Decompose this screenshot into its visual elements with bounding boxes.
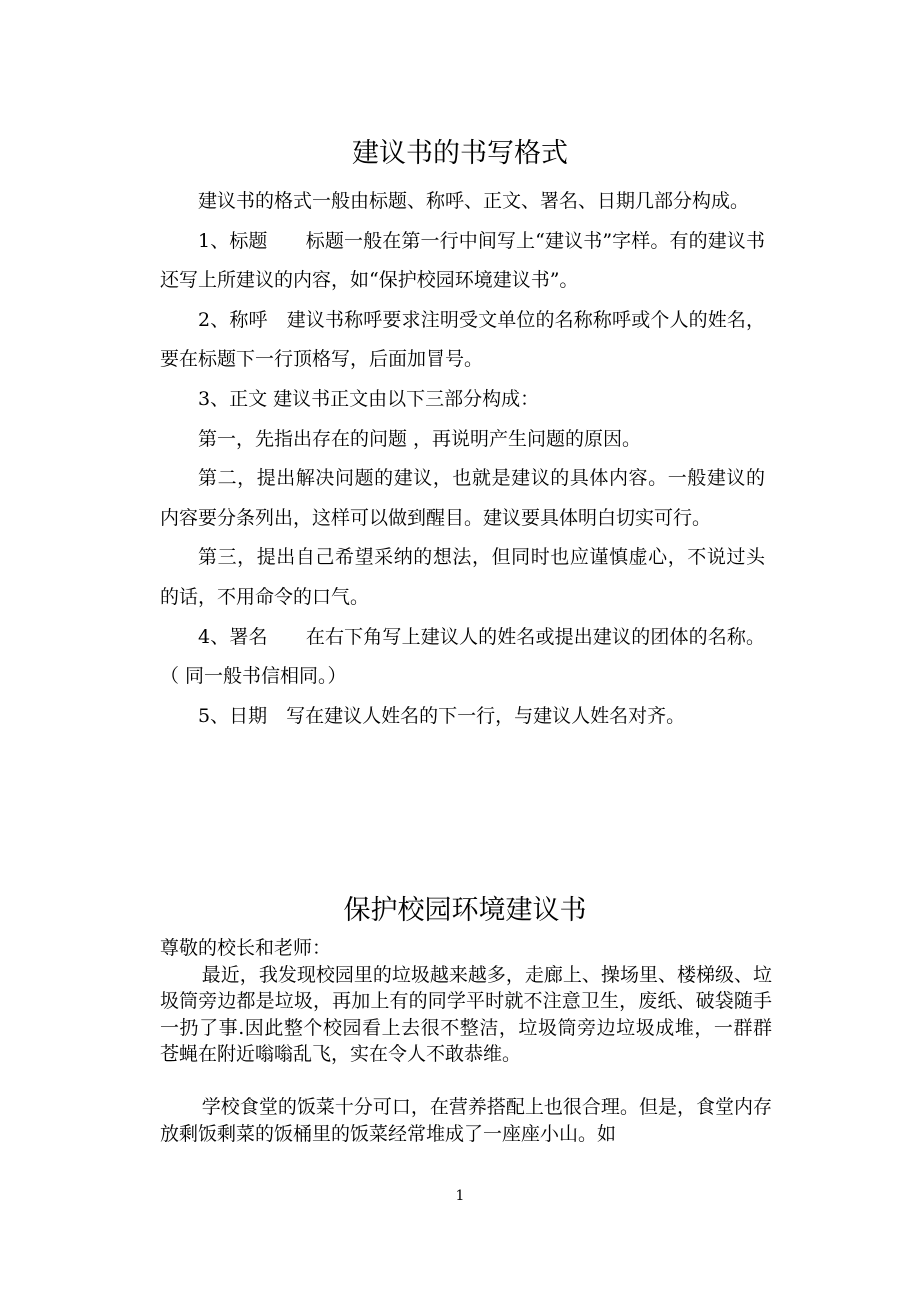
format-body-point-3: 第三，提出自己希望采纳的想法，但同时也应谨慎虚心，不说过头的话，不用命令的口气。: [160, 546, 765, 608]
format-item-signature: 4、署名 在右下角写上建议人的姓名或提出建议的团体的名称。（ 同一般书信相同。）: [160, 625, 765, 688]
example-title: 保护校园环境建议书: [343, 895, 587, 926]
example-paragraph: 最近，我发现校园里的垃圾越来越多，走廊上、操场里、楼梯级、垃圾筒旁边都是垃圾，再加上有的同学平时就不注意卫生，废纸、破袋随手一扔了事.因此整个校园看上去很不整洁，垃圾筒旁边垃圾成堆，一群群苍蝇在附近嗡嗡乱飞，实在令人不敢恭维。: [160, 963, 772, 1066]
format-item-title: 1、标题 标题一般在第一行中间写上“建议书”字样。有的建议书还写上所建议的内容，如“保护校园环境建议书”。: [160, 229, 765, 292]
format-item-salutation: 2、称呼 建议书称呼要求注明受文单位的名称称呼或个人的姓名，要在标题下一行顶格写，后面加冒号。: [160, 308, 765, 371]
paragraph-spacer: [160, 1068, 772, 1094]
format-body-point-1: 第一，先指出存在的问题 ，再说明产生问题的原因。: [198, 427, 642, 450]
format-intro-paragraph: 建议书的格式一般由标题、称呼、正文、署名、日期几部分构成。: [198, 190, 750, 212]
example-salutation: 尊敬的校长和老师：: [160, 937, 332, 959]
format-item-date: 5、日期 写在建议人姓名的下一行，与建议人姓名对齐。: [198, 704, 686, 727]
format-item-body: 3、正文 建议书正文由以下三部分构成：: [198, 387, 540, 410]
format-body-point-2: 第二，提出解决问题的建议，也就是建议的具体内容。一般建议的内容要分条列出，这样可以做到醒目。建议要具体明白切实可行。: [160, 467, 765, 529]
page-number: 1: [455, 1188, 465, 1204]
document-title: 建议书的书写格式: [352, 138, 568, 169]
example-paragraph: 学校食堂的饭菜十分可口，在营养搭配上也很合理。但是，食堂内存放剩饭剩菜的饭桶里的饭菜经常堆成了一座座小山。如: [160, 1095, 772, 1145]
format-section: [160, 182, 765, 736]
example-letter: [160, 935, 772, 1147]
